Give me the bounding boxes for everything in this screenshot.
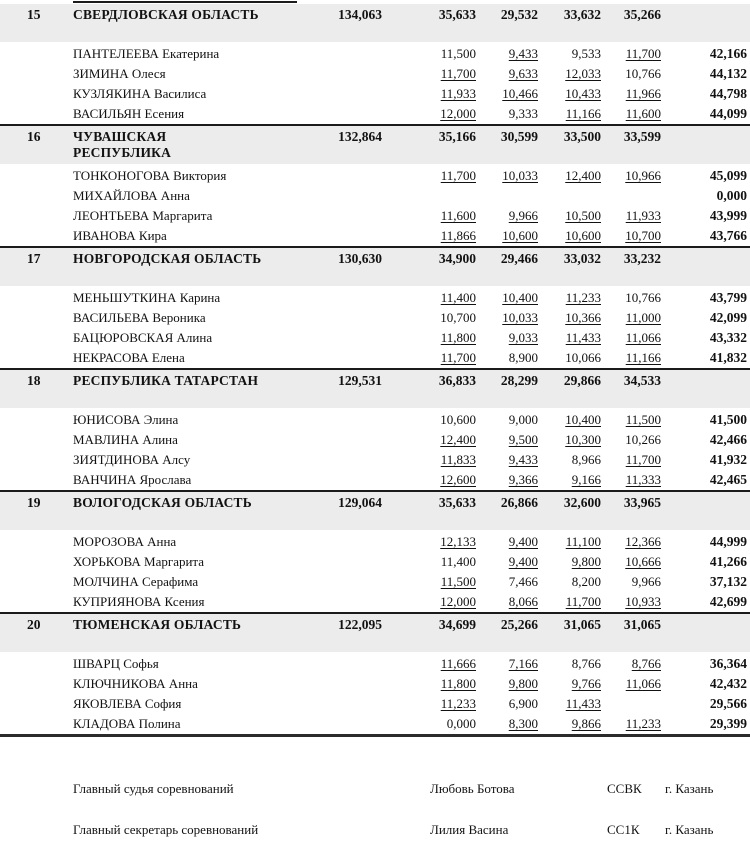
athlete-score-2: 9,400 bbox=[508, 554, 538, 569]
athlete-name: ЗИЯТДИНОВА Алсу bbox=[73, 452, 191, 467]
team-section bbox=[0, 368, 750, 490]
athlete-score-1: 12,000 bbox=[440, 594, 476, 609]
team-apparatus-score-2: 28,299 bbox=[500, 373, 538, 388]
athlete-row bbox=[0, 592, 750, 612]
athlete-score-2: 8,066 bbox=[508, 594, 538, 609]
athlete-name: ЯКОВЛЕВА София bbox=[73, 696, 182, 711]
team-section bbox=[0, 246, 750, 368]
athlete-score-4: 10,966 bbox=[625, 168, 661, 183]
athlete-score-1: 11,500 bbox=[440, 574, 476, 589]
team-name: ЧУВАШСКАЯ РЕСПУБЛИКА bbox=[73, 129, 172, 160]
athlete-score-3: 9,766 bbox=[571, 676, 601, 691]
athlete-total: 43,799 bbox=[709, 290, 747, 305]
team-apparatus-score-2: 29,466 bbox=[500, 251, 538, 266]
athlete-score-2: 10,400 bbox=[502, 290, 538, 305]
athlete-rows bbox=[0, 530, 750, 612]
athlete-score-1: 11,600 bbox=[440, 208, 476, 223]
athlete-row bbox=[0, 348, 750, 368]
signature-block bbox=[0, 781, 750, 838]
athlete-score-3: 12,400 bbox=[565, 168, 601, 183]
athlete-score-2: 9,000 bbox=[508, 412, 538, 427]
athlete-row bbox=[0, 328, 750, 348]
athlete-total: 41,832 bbox=[709, 350, 747, 365]
athlete-score-4: 11,166 bbox=[625, 350, 661, 365]
athlete-score-4: 12,366 bbox=[625, 534, 661, 549]
athlete-score-2: 6,900 bbox=[508, 696, 538, 711]
athlete-score-1: 11,700 bbox=[440, 66, 476, 81]
athlete-score-4: 9,966 bbox=[631, 574, 661, 589]
team-apparatus-score-3: 29,866 bbox=[563, 373, 601, 388]
athlete-score-4: 10,666 bbox=[625, 554, 661, 569]
athlete-score-1: 11,233 bbox=[440, 696, 476, 711]
athlete-score-2: 10,466 bbox=[502, 86, 538, 101]
athlete-score-1: 11,833 bbox=[440, 452, 476, 467]
athlete-score-4: 11,000 bbox=[625, 310, 661, 325]
team-apparatus-score-3: 33,032 bbox=[563, 251, 601, 266]
athlete-name: ЮНИСОВА Элина bbox=[73, 412, 179, 427]
team-section bbox=[0, 124, 750, 246]
team-header-row bbox=[0, 370, 750, 408]
athlete-score-4: 11,233 bbox=[625, 716, 661, 731]
team-apparatus-score-2: 25,266 bbox=[500, 617, 538, 632]
athlete-total: 36,364 bbox=[709, 656, 747, 671]
athlete-score-3: 9,866 bbox=[571, 716, 601, 731]
athlete-score-1: 11,933 bbox=[440, 86, 476, 101]
team-section bbox=[0, 0, 750, 124]
athlete-score-2: 8,300 bbox=[508, 716, 538, 731]
team-apparatus-score-4: 33,599 bbox=[623, 129, 661, 144]
team-rank: 20 bbox=[27, 617, 41, 632]
athlete-score-3: 8,966 bbox=[571, 452, 601, 467]
athlete-score-1: 10,600 bbox=[440, 412, 476, 427]
athlete-name: ВАСИЛЬЯН Есения bbox=[73, 106, 185, 121]
team-apparatus-score-3: 32,600 bbox=[563, 495, 601, 510]
athlete-score-3: 10,366 bbox=[565, 310, 601, 325]
athlete-total: 29,566 bbox=[709, 696, 747, 711]
athlete-row bbox=[0, 64, 750, 84]
athlete-total: 42,166 bbox=[709, 46, 747, 61]
team-total: 122,095 bbox=[338, 617, 382, 632]
team-section bbox=[0, 612, 750, 734]
athlete-name: МЕНЬШУТКИНА Карина bbox=[73, 290, 221, 305]
athlete-total: 43,766 bbox=[709, 228, 747, 243]
athlete-score-2: 9,433 bbox=[508, 46, 538, 61]
athlete-name: НЕКРАСОВА Елена bbox=[73, 350, 185, 365]
athlete-score-3: 9,800 bbox=[571, 554, 601, 569]
athlete-score-2: 9,433 bbox=[508, 452, 538, 467]
athlete-score-3: 11,433 bbox=[565, 330, 601, 345]
athlete-score-1: 11,500 bbox=[440, 46, 476, 61]
athlete-score-4: 11,700 bbox=[625, 452, 661, 467]
team-apparatus-score-1: 34,900 bbox=[438, 251, 476, 266]
team-apparatus-score-3: 31,065 bbox=[563, 617, 601, 632]
athlete-row bbox=[0, 410, 750, 430]
team-total: 134,063 bbox=[338, 7, 382, 22]
athlete-name: ВАСИЛЬЕВА Вероника bbox=[73, 310, 206, 325]
athlete-total: 37,132 bbox=[709, 574, 747, 589]
athlete-total: 41,932 bbox=[709, 452, 747, 467]
athlete-total: 41,500 bbox=[709, 412, 747, 427]
chief-secretary-city: г. Казань bbox=[665, 822, 714, 837]
team-row-spacer bbox=[663, 129, 750, 164]
athlete-name: ТОНКОНОГОВА Виктория bbox=[73, 168, 227, 183]
athlete-row bbox=[0, 44, 750, 64]
athlete-row bbox=[0, 104, 750, 124]
athlete-row bbox=[0, 84, 750, 104]
team-apparatus-score-2: 30,599 bbox=[500, 129, 538, 144]
athlete-score-3: 8,200 bbox=[571, 574, 601, 589]
athlete-score-4: 11,966 bbox=[625, 86, 661, 101]
chief-judge-row bbox=[73, 781, 750, 797]
team-row-spacer bbox=[663, 7, 750, 42]
chief-judge-city: г. Казань bbox=[665, 781, 714, 796]
athlete-score-4: 10,933 bbox=[625, 594, 661, 609]
athlete-score-4: 10,766 bbox=[625, 66, 661, 81]
team-total: 129,531 bbox=[338, 373, 382, 388]
team-total: 129,064 bbox=[338, 495, 382, 510]
athlete-score-3: 10,433 bbox=[565, 86, 601, 101]
athlete-score-1: 0,000 bbox=[446, 716, 476, 731]
team-apparatus-score-4: 31,065 bbox=[623, 617, 661, 632]
athlete-score-3: 10,600 bbox=[565, 228, 601, 243]
team-header-row bbox=[0, 4, 750, 42]
team-row-spacer bbox=[663, 373, 750, 408]
athlete-score-2: 7,466 bbox=[508, 574, 538, 589]
athlete-score-3: 11,166 bbox=[565, 106, 601, 121]
athlete-score-2: 7,166 bbox=[508, 656, 538, 671]
team-rank: 19 bbox=[27, 495, 41, 510]
team-rank: 17 bbox=[27, 251, 41, 266]
athlete-score-2: 9,500 bbox=[508, 432, 538, 447]
athlete-score-4: 11,500 bbox=[625, 412, 661, 427]
team-header-row bbox=[0, 614, 750, 652]
athlete-name: ВАНЧИНА Ярослава bbox=[73, 472, 192, 487]
athlete-score-1: 11,800 bbox=[440, 330, 476, 345]
athlete-total: 44,798 bbox=[709, 86, 747, 101]
athlete-total: 42,099 bbox=[709, 310, 747, 325]
team-apparatus-score-1: 35,166 bbox=[438, 129, 476, 144]
athlete-score-2: 9,400 bbox=[508, 534, 538, 549]
athlete-total: 42,699 bbox=[709, 594, 747, 609]
team-name: РЕСПУБЛИКА ТАТАРСТАН bbox=[73, 373, 259, 388]
athlete-score-3: 11,700 bbox=[565, 594, 601, 609]
athlete-score-4: 11,066 bbox=[625, 330, 661, 345]
team-apparatus-score-3: 33,500 bbox=[563, 129, 601, 144]
chief-judge-label: Главный судья соревнований bbox=[73, 781, 234, 796]
team-apparatus-score-2: 26,866 bbox=[500, 495, 538, 510]
team-apparatus-score-1: 34,699 bbox=[438, 617, 476, 632]
athlete-score-1: 12,133 bbox=[440, 534, 476, 549]
athlete-name: МАВЛИНА Алина bbox=[73, 432, 178, 447]
athlete-score-4: 11,066 bbox=[625, 676, 661, 691]
athlete-row bbox=[0, 186, 750, 206]
athlete-rows bbox=[0, 164, 750, 246]
athlete-score-1: 11,400 bbox=[440, 554, 476, 569]
athlete-rows bbox=[0, 42, 750, 124]
athlete-score-2: 9,333 bbox=[508, 106, 538, 121]
athlete-score-1: 11,666 bbox=[440, 656, 476, 671]
athlete-score-2: 9,800 bbox=[508, 676, 538, 691]
team-row-spacer bbox=[663, 251, 750, 286]
athlete-rows bbox=[0, 408, 750, 490]
athlete-score-4: 10,266 bbox=[625, 432, 661, 447]
athlete-score-1: 11,700 bbox=[440, 350, 476, 365]
chief-secretary-label: Главный секретарь соревнований bbox=[73, 822, 259, 837]
athlete-score-2: 9,966 bbox=[508, 208, 538, 223]
athlete-name: КЛАДОВА Полина bbox=[73, 716, 181, 731]
athlete-row bbox=[0, 674, 750, 694]
team-name: НОВГОРОДСКАЯ ОБЛАСТЬ bbox=[73, 251, 262, 266]
athlete-row bbox=[0, 714, 750, 734]
athlete-score-4: 11,600 bbox=[625, 106, 661, 121]
athlete-name: МОРОЗОВА Анна bbox=[73, 534, 177, 549]
athlete-score-2: 9,633 bbox=[508, 66, 538, 81]
athlete-score-3: 11,100 bbox=[565, 534, 601, 549]
athlete-score-3: 10,300 bbox=[565, 432, 601, 447]
athlete-rows bbox=[0, 652, 750, 734]
athlete-score-4: 10,766 bbox=[625, 290, 661, 305]
athlete-score-3: 9,166 bbox=[571, 472, 601, 487]
team-rank: 15 bbox=[27, 7, 41, 22]
team-total: 130,630 bbox=[338, 251, 382, 266]
athlete-total: 29,399 bbox=[709, 716, 747, 731]
athlete-name: ЗИМИНА Олеся bbox=[73, 66, 166, 81]
athlete-score-3: 10,066 bbox=[565, 350, 601, 365]
athlete-row bbox=[0, 430, 750, 450]
athlete-total: 43,999 bbox=[709, 208, 747, 223]
chief-secretary-row bbox=[73, 822, 750, 838]
athlete-score-1: 11,700 bbox=[440, 168, 476, 183]
team-apparatus-score-4: 34,533 bbox=[623, 373, 661, 388]
athlete-score-3: 8,766 bbox=[571, 656, 601, 671]
team-rank: 16 bbox=[27, 129, 41, 144]
team-apparatus-score-4: 35,266 bbox=[623, 7, 661, 22]
athlete-total: 0,000 bbox=[716, 188, 747, 203]
athlete-score-4: 11,333 bbox=[625, 472, 661, 487]
athlete-name: МИХАЙЛОВА Анна bbox=[73, 188, 190, 203]
athlete-total: 44,132 bbox=[709, 66, 747, 81]
athlete-score-1: 12,600 bbox=[440, 472, 476, 487]
athlete-score-2: 10,033 bbox=[502, 168, 538, 183]
athlete-score-4: 8,766 bbox=[631, 656, 661, 671]
athlete-row bbox=[0, 470, 750, 490]
athlete-score-2: 9,033 bbox=[508, 330, 538, 345]
team-apparatus-score-1: 35,633 bbox=[438, 495, 476, 510]
athlete-total: 42,466 bbox=[709, 432, 747, 447]
athlete-score-1: 12,400 bbox=[440, 432, 476, 447]
athlete-row bbox=[0, 288, 750, 308]
team-total: 132,864 bbox=[338, 129, 382, 144]
athlete-total: 43,332 bbox=[709, 330, 747, 345]
athlete-score-3: 11,233 bbox=[565, 290, 601, 305]
athlete-score-4: 11,700 bbox=[625, 46, 661, 61]
athlete-row bbox=[0, 206, 750, 226]
team-header-row bbox=[0, 492, 750, 530]
team-row-spacer bbox=[663, 617, 750, 652]
chief-secretary-name: Лилия Васина bbox=[430, 822, 509, 837]
athlete-rows bbox=[0, 286, 750, 368]
team-name: ТЮМЕНСКАЯ ОБЛАСТЬ bbox=[73, 617, 242, 632]
athlete-name: ПАНТЕЛЕЕВА Екатерина bbox=[73, 46, 220, 61]
athlete-total: 45,099 bbox=[709, 168, 747, 183]
athlete-score-2: 9,366 bbox=[508, 472, 538, 487]
athlete-score-3: 10,500 bbox=[565, 208, 601, 223]
athlete-total: 44,099 bbox=[709, 106, 747, 121]
athlete-name: МОЛЧИНА Серафима bbox=[73, 574, 199, 589]
athlete-row bbox=[0, 552, 750, 572]
team-apparatus-score-2: 29,532 bbox=[500, 7, 538, 22]
team-apparatus-score-4: 33,965 bbox=[623, 495, 661, 510]
athlete-total: 41,266 bbox=[709, 554, 747, 569]
team-header-row bbox=[0, 248, 750, 286]
athlete-name: КЛЮЧНИКОВА Анна bbox=[73, 676, 198, 691]
chief-secretary-category: СС1К bbox=[607, 822, 640, 837]
athlete-row bbox=[0, 226, 750, 246]
team-row-spacer bbox=[663, 495, 750, 530]
athlete-row bbox=[0, 572, 750, 592]
athlete-name: ХОРЬКОВА Маргарита bbox=[73, 554, 205, 569]
athlete-score-2: 10,033 bbox=[502, 310, 538, 325]
athlete-row bbox=[0, 166, 750, 186]
team-apparatus-score-1: 35,633 bbox=[438, 7, 476, 22]
athlete-name: ЛЕОНТЬЕВА Маргарита bbox=[73, 208, 213, 223]
athlete-total: 42,465 bbox=[709, 472, 747, 487]
athlete-score-1: 10,700 bbox=[440, 310, 476, 325]
athlete-score-3: 9,533 bbox=[571, 46, 601, 61]
team-header-row bbox=[0, 126, 750, 164]
athlete-name: ИВАНОВА Кира bbox=[73, 228, 167, 243]
athlete-score-1: 11,800 bbox=[440, 676, 476, 691]
athlete-row bbox=[0, 532, 750, 552]
athlete-row bbox=[0, 308, 750, 328]
athlete-name: ШВАРЦ Софья bbox=[73, 656, 159, 671]
chief-judge-category: ССВК bbox=[607, 781, 642, 796]
athlete-row bbox=[0, 694, 750, 714]
athlete-name: КУПРИЯНОВА Ксения bbox=[73, 594, 205, 609]
athlete-score-1: 12,000 bbox=[440, 106, 476, 121]
athlete-total: 42,432 bbox=[709, 676, 747, 691]
athlete-row bbox=[0, 654, 750, 674]
athlete-score-4: 10,700 bbox=[625, 228, 661, 243]
team-apparatus-score-1: 36,833 bbox=[438, 373, 476, 388]
team-rank: 18 bbox=[27, 373, 41, 388]
team-name: СВЕРДЛОВСКАЯ ОБЛАСТЬ bbox=[73, 7, 259, 22]
chief-judge-name: Любовь Ботова bbox=[430, 781, 515, 796]
athlete-score-4: 11,933 bbox=[625, 208, 661, 223]
athlete-score-3: 10,400 bbox=[565, 412, 601, 427]
athlete-score-3: 11,433 bbox=[565, 696, 601, 711]
athlete-score-2: 10,600 bbox=[502, 228, 538, 243]
team-apparatus-score-4: 33,232 bbox=[623, 251, 661, 266]
athlete-name: КУЗЛЯКИНА Василиса bbox=[73, 86, 207, 101]
athlete-name: БАЦЮРОВСКАЯ Алина bbox=[73, 330, 213, 345]
athlete-row bbox=[0, 450, 750, 470]
athlete-score-2: 8,900 bbox=[508, 350, 538, 365]
athlete-score-1: 11,400 bbox=[440, 290, 476, 305]
athlete-total: 44,999 bbox=[709, 534, 747, 549]
athlete-score-1: 11,866 bbox=[440, 228, 476, 243]
team-section bbox=[0, 490, 750, 612]
team-apparatus-score-3: 33,632 bbox=[563, 7, 601, 22]
athlete-score-3: 12,033 bbox=[565, 66, 601, 81]
team-name: ВОЛОГОДСКАЯ ОБЛАСТЬ bbox=[73, 495, 252, 510]
